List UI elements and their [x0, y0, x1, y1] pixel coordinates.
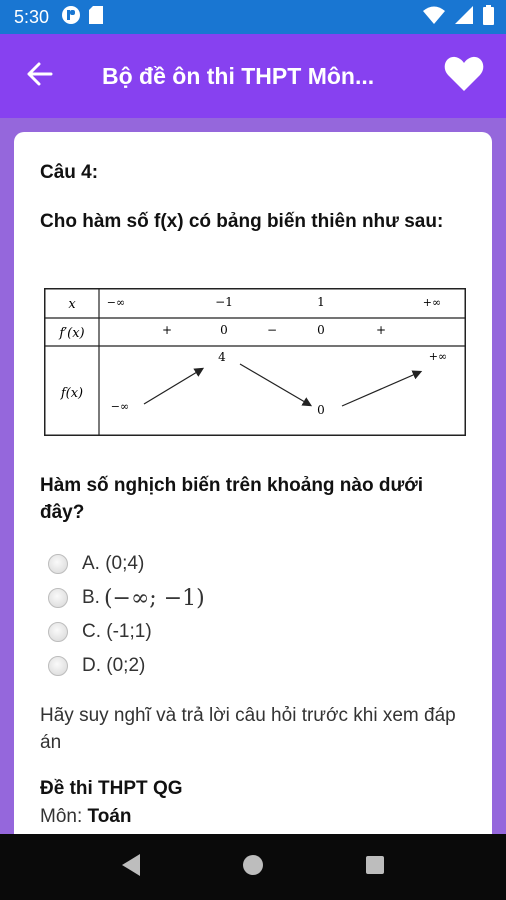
- exam-title: Đề thi THPT QG: [40, 778, 183, 799]
- option-a[interactable]: [48, 547, 205, 581]
- favorite-button[interactable]: [422, 34, 506, 118]
- arrow-back-icon: [27, 62, 53, 91]
- sign-4: 0: [317, 323, 325, 337]
- radio-button-icon[interactable]: [48, 656, 68, 676]
- sign-3: −: [266, 323, 278, 337]
- radio-button-icon[interactable]: [48, 554, 68, 574]
- sign-5: +: [375, 323, 387, 337]
- x-value-pos-inf: +∞: [422, 296, 442, 309]
- radio-button-icon[interactable]: [48, 588, 68, 608]
- question-text: Cho hàm số f(x) có bảng biến thiên như sau:: [40, 211, 444, 232]
- nav-back-button[interactable]: [116, 852, 146, 882]
- option-c[interactable]: [48, 615, 205, 649]
- app-bar: [0, 34, 506, 118]
- arrow-decreasing: [240, 364, 310, 405]
- sign-1: +: [161, 323, 173, 337]
- heart-icon: [444, 56, 484, 97]
- radio-button-icon[interactable]: [48, 622, 68, 642]
- arrow-increasing-1: [144, 369, 202, 404]
- x-value-1: 1: [317, 295, 325, 309]
- table-fx-label: f(x): [60, 386, 84, 401]
- hint-text: Hãy suy nghĩ và trả lời câu hỏi trước khi xem đáp án: [40, 705, 456, 753]
- f-value-pos-inf: +∞: [428, 350, 448, 363]
- subject-label: Môn:: [40, 806, 83, 827]
- option-b-label: B.: [82, 587, 100, 608]
- question-number: Câu 4:: [40, 162, 99, 183]
- status-time: 5:30: [14, 6, 50, 27]
- triangle-back-icon: [120, 853, 142, 882]
- option-d-label: D. (0;2): [82, 655, 146, 676]
- option-a-label: A. (0;4): [82, 553, 145, 574]
- arrow-increasing-2: [342, 372, 420, 406]
- signal-icon: [455, 6, 473, 29]
- square-recents-icon: [365, 855, 385, 880]
- option-b-expression: (−∞; −1): [103, 585, 205, 611]
- status-bar: [0, 0, 506, 34]
- question-subtext: Hàm số nghịch biến trên khoảng nào dưới đây?: [40, 475, 424, 523]
- table-x-label: x: [68, 297, 76, 312]
- f-value-neg-inf: −∞: [110, 400, 130, 413]
- nav-recents-button[interactable]: [360, 852, 390, 882]
- sd-card-icon: [89, 6, 103, 29]
- x-value-neg-1: −1: [215, 295, 233, 309]
- f-value-4: 4: [218, 350, 226, 364]
- navigation-bar: [0, 834, 506, 900]
- option-b[interactable]: [48, 581, 205, 615]
- app-title: Bộ đề ôn thi THPT Môn...: [102, 62, 375, 89]
- notification-app-icon: [61, 5, 81, 30]
- battery-icon: [483, 5, 494, 30]
- f-value-0: 0: [317, 403, 325, 417]
- variation-table: [44, 288, 466, 436]
- option-d[interactable]: [48, 649, 205, 683]
- table-dfx-label: f′(x): [59, 326, 85, 341]
- sign-2: 0: [220, 323, 228, 337]
- circle-home-icon: [242, 854, 264, 881]
- subject-value: Toán: [87, 806, 132, 827]
- answer-options: [48, 547, 205, 683]
- question-card: [14, 132, 492, 852]
- back-button[interactable]: [0, 34, 80, 118]
- subject-line: [40, 806, 132, 828]
- wifi-icon: [423, 6, 445, 29]
- option-c-label: C. (-1;1): [82, 621, 152, 642]
- x-value-neg-inf: −∞: [106, 296, 126, 309]
- nav-home-button[interactable]: [238, 852, 268, 882]
